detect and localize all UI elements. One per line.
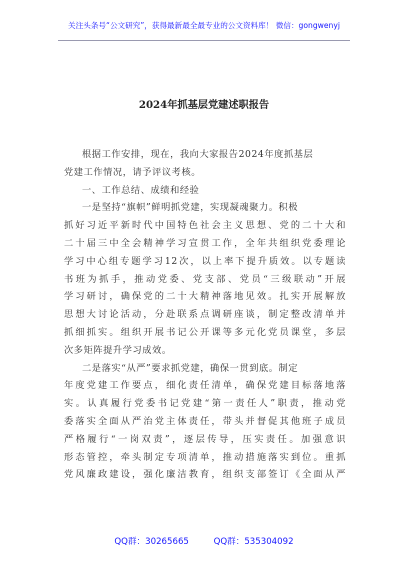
document-body — [64, 146, 346, 484]
footer-qq-group-2: QQ群：535304092 — [213, 537, 294, 547]
body-line: 实。认真履行党委书记党建“第一责任人”职责，推动党 — [64, 398, 346, 410]
body-line: 党风廉政建设，强化廉洁教育，组织支部签订《全面从严 — [64, 469, 346, 481]
header-divider — [58, 40, 350, 41]
body-line: 次多矩阵提升学习成效。 — [64, 344, 172, 356]
document-title: 2024年抓基层党建述职报告 — [138, 99, 270, 111]
body-line: 党建工作情况，请予评议考核。 — [64, 166, 202, 178]
footer-qq-groups — [0, 535, 408, 547]
body-line: 抓细抓实。组织开展书记公开课等多元化党员课堂，多层 — [64, 326, 346, 338]
header-banner: 关注头条号“公文研究”，获得最新最全最专业的公文资料库！ 微信：gongwenyj — [68, 21, 340, 30]
body-line: 严格履行“一岗双责”，逐层传导，压实责任。加强意识 — [64, 433, 346, 445]
body-line: 学习中心组专题学习12次，以上率下提升质效。以专题读 — [64, 255, 346, 267]
section-heading: 一、工作总结、成绩和经验 — [82, 184, 200, 196]
body-line: 一是坚持“旗帜”鲜明抓党建，实现凝魂聚力。积极 — [82, 202, 299, 214]
body-line: 二是落实“从严”要求抓党建，确保一贯到底。制定 — [82, 362, 299, 374]
footer-qq-group-1: QQ群：30265665 — [114, 537, 189, 547]
body-line: 二十届三中全会精神学习宣贯工作，全年共组织党委理论 — [64, 237, 346, 249]
body-line: 根据工作安排，现在，我向大家报告2024年度抓基层 — [82, 149, 314, 160]
body-line: 学习研讨，确保党的二十大精神落地见效。扎实开展解放 — [64, 291, 346, 303]
body-line: 形态管控，牵头制定专项清单，推动措施落实到位。重抓 — [64, 451, 346, 463]
body-line: 书班为抓手，推动党委、党支部、党员“三级联动”开展 — [64, 273, 346, 285]
body-line: 委落实全面从严治党主体责任，带头并督促其他班子成员 — [64, 415, 346, 427]
body-line: 思想大讨论活动，分赴联系点调研座谈，制定整改清单并 — [64, 309, 346, 321]
body-line: 年度党建工作要点，细化责任清单，确保党建目标落地落 — [64, 380, 346, 392]
body-line: 抓好习近平新时代中国特色社会主义思想、党的二十大和 — [64, 220, 346, 232]
